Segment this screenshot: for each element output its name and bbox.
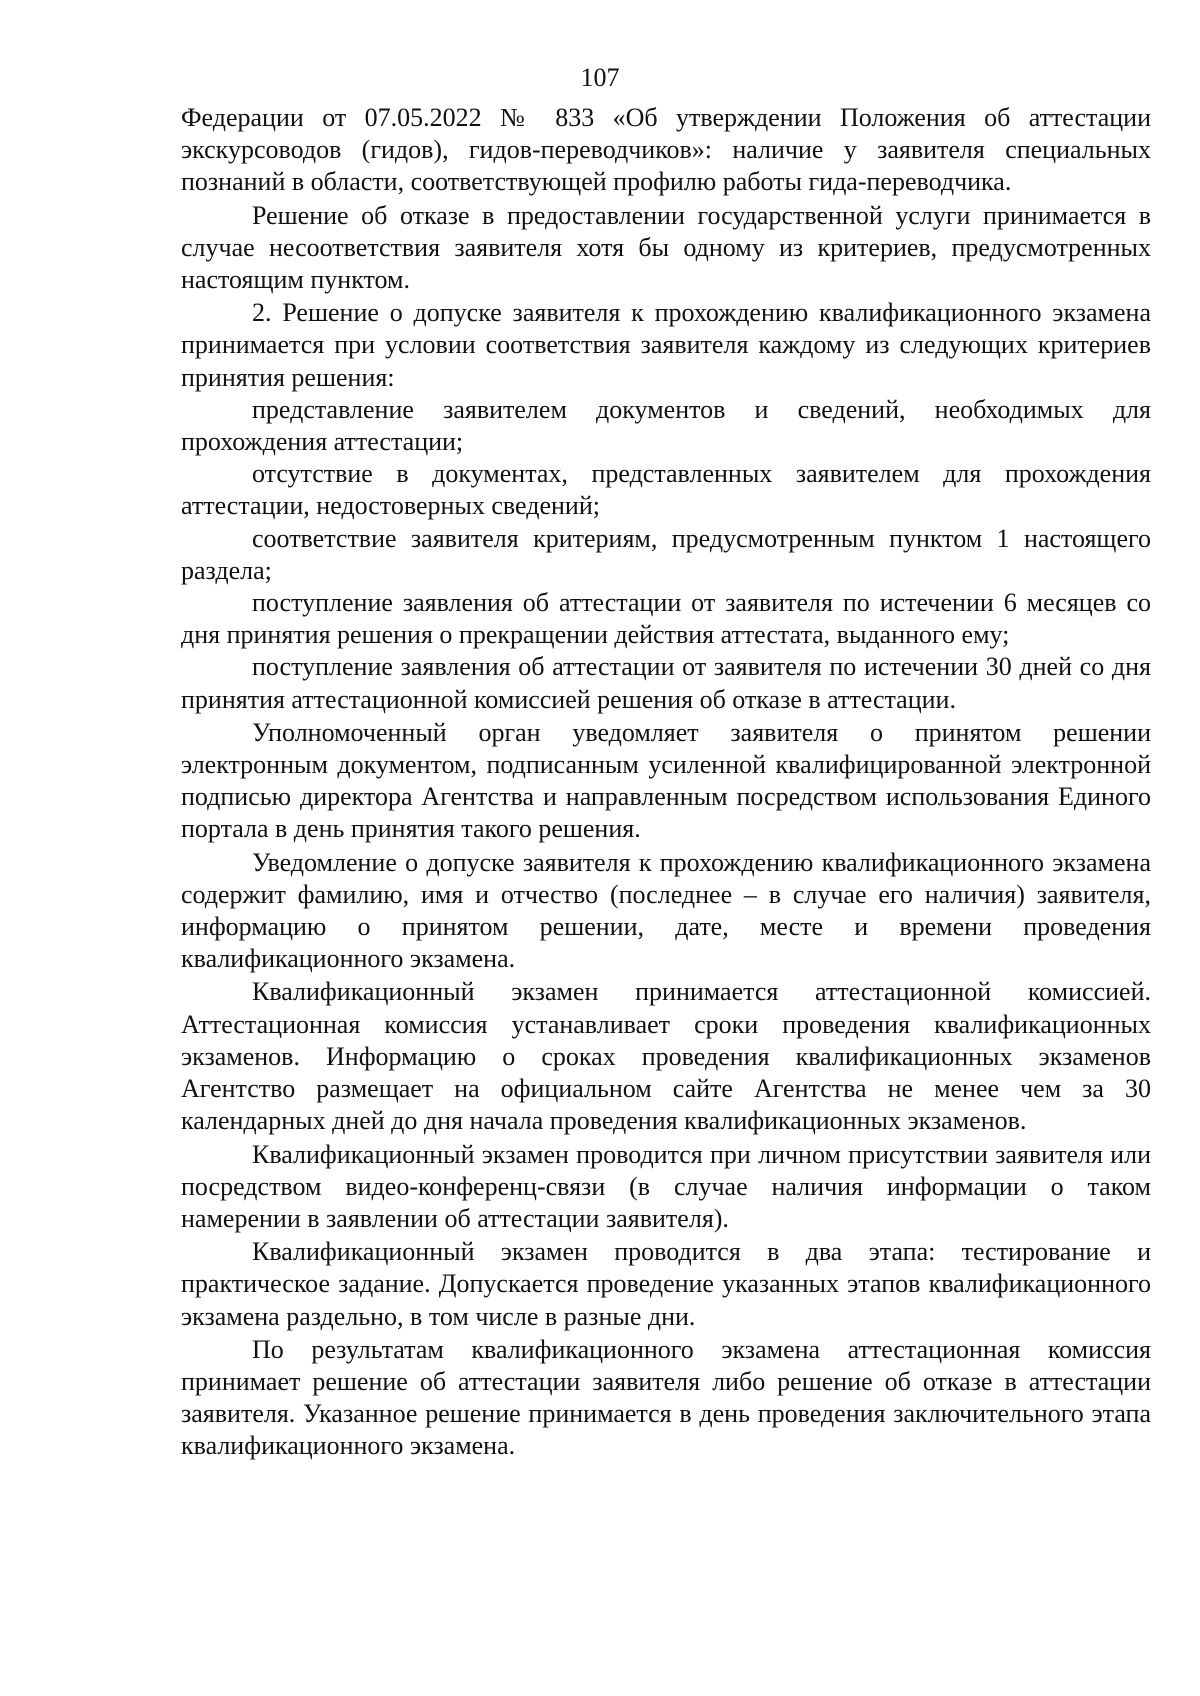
paragraph: Уведомление о допуске заявителя к прохождению квалификационного экзамена содержит фамилию, имя и отчество (последнее – в случае его наличия) заявителя, информацию о принятом решении, дате, месте и времени проведения квалификационного экзамена. bbox=[181, 847, 1151, 974]
list-item: поступление заявления об аттестации от заявителя по истечении 6 месяцев со дня принятия решения о прекращении действия аттестата, выданного ему; bbox=[181, 588, 1151, 650]
paragraph: 2. Решение о допуске заявителя к прохождению квалификационного экзамена принимается при условии соответствия заявителя каждому из следующих критериев принятия решения: bbox=[181, 298, 1151, 392]
paragraph: Решение об отказе в предоставлении государственной услуги принимается в случае несоответствия заявителя хотя бы одному из критериев, предусмотренных настоящим пунктом. bbox=[181, 200, 1151, 295]
paragraph: Квалификационный экзамен проводится в два этапа: тестирование и практическое задание. Допускается проведение указанных этапов квалификационного экзамена раздельно, в том числе в разные дни. bbox=[181, 1237, 1151, 1331]
paragraph: По результатам квалификационного экзамена аттестационная комиссия принимает решение об аттестации заявителя либо решение об отказе в аттестации заявителя. Указанное решение принимается в день проведения заключительного этапа квалификационного экзамена. bbox=[181, 1334, 1151, 1461]
paragraph: Квалификационный экзамен проводится при личном присутствии заявителя или посредством видео-конференц-связи (в случае наличия информации о таком намерении в заявлении об аттестации заявителя). bbox=[181, 1139, 1151, 1233]
page-number: 107 bbox=[580, 63, 620, 92]
document-body bbox=[181, 102, 1151, 1463]
list-item: представление заявителем документов и сведений, необходимых для прохождения аттестации; bbox=[181, 394, 1151, 457]
list-item: отсутствие в документах, представленных заявителем для прохождения аттестации, недостоверных сведений; bbox=[181, 459, 1151, 521]
paragraph: Квалификационный экзамен принимается аттестационной комиссией. Аттестационная комиссия устанавливает сроки проведения квалификационных экзаменов. Информацию о сроках проведения квалификационных экзаменов Агентство размещает на официальном сайте Агентства не менее чем за 30 календарных дней до дня начала проведения квалификационных экзаменов. bbox=[181, 977, 1151, 1136]
list-item: соответствие заявителя критериям, предусмотренным пунктом 1 настоящего раздела; bbox=[181, 523, 1151, 585]
paragraph: Уполномоченный орган уведомляет заявителя о принятом решении электронным документом, подписанным усиленной квалифицированной электронной подписью директора Агентства и направленным посредством использования Единого портала в день принятия такого решения. bbox=[181, 717, 1151, 844]
paragraph: Федерации от 07.05.2022 № 833 «Об утверждении Положения об аттестации экскурсоводов (гидов), гидов-переводчиков»: наличие у заявителя специальных познаний в области, соответствующей профилю работы гида-переводчика. bbox=[181, 103, 1151, 197]
list-item: поступление заявления об аттестации от заявителя по истечении 30 дней со дня принятия аттестационной комиссией решения об отказе в аттестации. bbox=[181, 652, 1151, 714]
